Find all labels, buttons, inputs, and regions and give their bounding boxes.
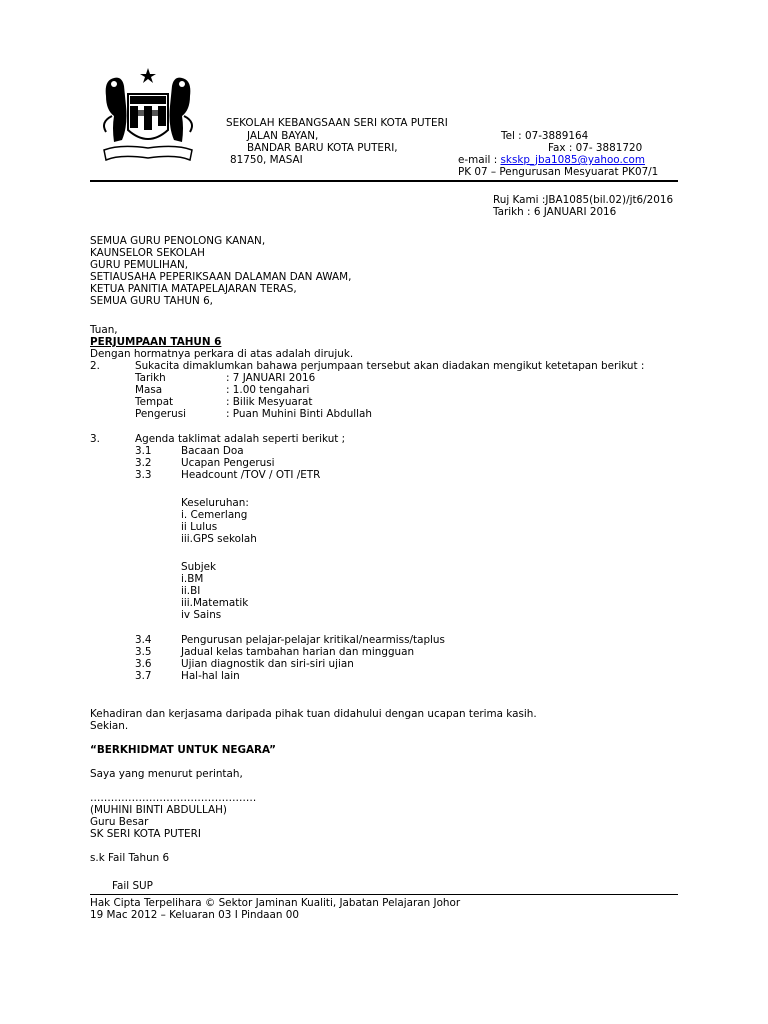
school-name: SEKOLAH KEBANGSAAN SERI KOTA PUTERI bbox=[226, 117, 448, 129]
subjek-heading: Subjek bbox=[181, 561, 217, 573]
address-line-3: 81750, MASAI bbox=[230, 154, 303, 166]
carbon-copy: Fail SUP bbox=[112, 880, 153, 892]
recipient: KETUA PANITIA MATAPELAJARAN TERAS, bbox=[90, 283, 297, 295]
salutation: Tuan, bbox=[90, 324, 118, 336]
form-code: PK 07 – Pengurusan Mesyuarat PK07/1 bbox=[458, 166, 659, 178]
detail-value: : Puan Muhini Binti Abdullah bbox=[226, 408, 373, 420]
signer-school: SK SERI KOTA PUTERI bbox=[90, 828, 201, 840]
footer-copyright: Hak Cipta Terpelihara © Sektor Jaminan Kualiti, Jabatan Pelajaran Johor bbox=[90, 897, 461, 909]
agenda-item: Bacaan Doa bbox=[181, 445, 244, 457]
recipient: GURU PEMULIHAN, bbox=[90, 259, 189, 271]
coat-of-arms-logo bbox=[100, 66, 196, 168]
agenda-item: Pengurusan pelajar-pelajar kritikal/nearmiss/taplus bbox=[181, 634, 445, 646]
subjek-item: i.BM bbox=[181, 573, 204, 585]
agenda-number: 3.3 bbox=[135, 469, 152, 481]
detail-value: : 1.00 tengahari bbox=[226, 384, 310, 396]
sekian: Sekian. bbox=[90, 720, 129, 732]
paragraph-number: 3. bbox=[90, 433, 100, 445]
signer-name: (MUHINI BINTI ABDULLAH) bbox=[90, 804, 227, 816]
paragraph-2-text: Sukacita dimaklumkan bahawa perjumpaan tersebut akan diadakan mengikut ketetapan berikut : bbox=[135, 360, 645, 372]
detail-label: Tempat bbox=[135, 396, 174, 408]
subjek-item: ii.BI bbox=[181, 585, 201, 597]
sign-off: Saya yang menurut perintah, bbox=[90, 768, 243, 780]
email-link[interactable]: skskp_jba1085@yahoo.com bbox=[500, 154, 645, 166]
agenda-item: Jadual kelas tambahan harian dan mingguan bbox=[181, 646, 415, 658]
paragraph-3-text: Agenda taklimat adalah seperti berikut ; bbox=[135, 433, 346, 445]
header-divider bbox=[90, 180, 678, 182]
subjek-item: iii.Matematik bbox=[181, 597, 249, 609]
recipient: KAUNSELOR SEKOLAH bbox=[90, 247, 205, 259]
agenda-item: Ucapan Pengerusi bbox=[181, 457, 275, 469]
agenda-number: 3.5 bbox=[135, 646, 152, 658]
keseluruhan-item: ii Lulus bbox=[181, 521, 218, 533]
detail-label: Masa bbox=[135, 384, 163, 396]
footer-revision: 19 Mac 2012 – Keluaran 03 I Pindaan 00 bbox=[90, 909, 300, 921]
agenda-number: 3.4 bbox=[135, 634, 152, 646]
keseluruhan-heading: Keseluruhan: bbox=[181, 497, 249, 509]
recipient: SEMUA GURU PENOLONG KANAN, bbox=[90, 235, 266, 247]
detail-label: Pengerusi bbox=[135, 408, 187, 420]
letter-subject: PERJUMPAAN TAHUN 6 bbox=[90, 336, 222, 348]
agenda-number: 3.2 bbox=[135, 457, 152, 469]
agenda-number: 3.1 bbox=[135, 445, 152, 457]
detail-value: : 7 JANUARI 2016 bbox=[226, 372, 316, 384]
letter-date: Tarikh : 6 JANUARI 2016 bbox=[493, 206, 617, 218]
telephone: Tel : 07-3889164 bbox=[501, 130, 589, 142]
email-label: e-mail : bbox=[458, 154, 501, 166]
fax: Fax : 07- 3881720 bbox=[548, 142, 643, 154]
detail-value: : Bilik Mesyuarat bbox=[226, 396, 313, 408]
keseluruhan-item: iii.GPS sekolah bbox=[181, 533, 257, 545]
agenda-item: Ujian diagnostik dan siri-siri ujian bbox=[181, 658, 354, 670]
slogan: “BERKHIDMAT UNTUK NEGARA” bbox=[90, 744, 276, 756]
address-line-2: BANDAR BARU KOTA PUTERI, bbox=[247, 142, 398, 154]
keseluruhan-item: i. Cemerlang bbox=[181, 509, 248, 521]
reference-number: Ruj Kami :JBA1085(bil.02)/jt6/2016 bbox=[493, 194, 674, 206]
intro-paragraph: Dengan hormatnya perkara di atas adalah dirujuk. bbox=[90, 348, 354, 360]
detail-label: Tarikh bbox=[135, 372, 166, 384]
agenda-item: Hal-hal lain bbox=[181, 670, 240, 682]
closing-paragraph: Kehadiran dan kerjasama daripada pihak tuan didahului dengan ucapan terima kasih. bbox=[90, 708, 537, 720]
agenda-number: 3.7 bbox=[135, 670, 152, 682]
recipient: SETIAUSAHA PEPERIKSAAN DALAMAN DAN AWAM, bbox=[90, 271, 352, 283]
carbon-copy: s.k Fail Tahun 6 bbox=[90, 852, 170, 864]
agenda-number: 3.6 bbox=[135, 658, 152, 670]
recipient: SEMUA GURU TAHUN 6, bbox=[90, 295, 213, 307]
email-line bbox=[458, 154, 645, 166]
address-line-1: JALAN BAYAN, bbox=[247, 130, 319, 142]
footer-divider bbox=[90, 894, 678, 895]
signature-line: ………………………………………… bbox=[90, 792, 257, 804]
signer-title: Guru Besar bbox=[90, 816, 149, 828]
agenda-item: Headcount /TOV / OTI /ETR bbox=[181, 469, 321, 481]
subjek-item: iv Sains bbox=[181, 609, 222, 621]
paragraph-number: 2. bbox=[90, 360, 100, 372]
